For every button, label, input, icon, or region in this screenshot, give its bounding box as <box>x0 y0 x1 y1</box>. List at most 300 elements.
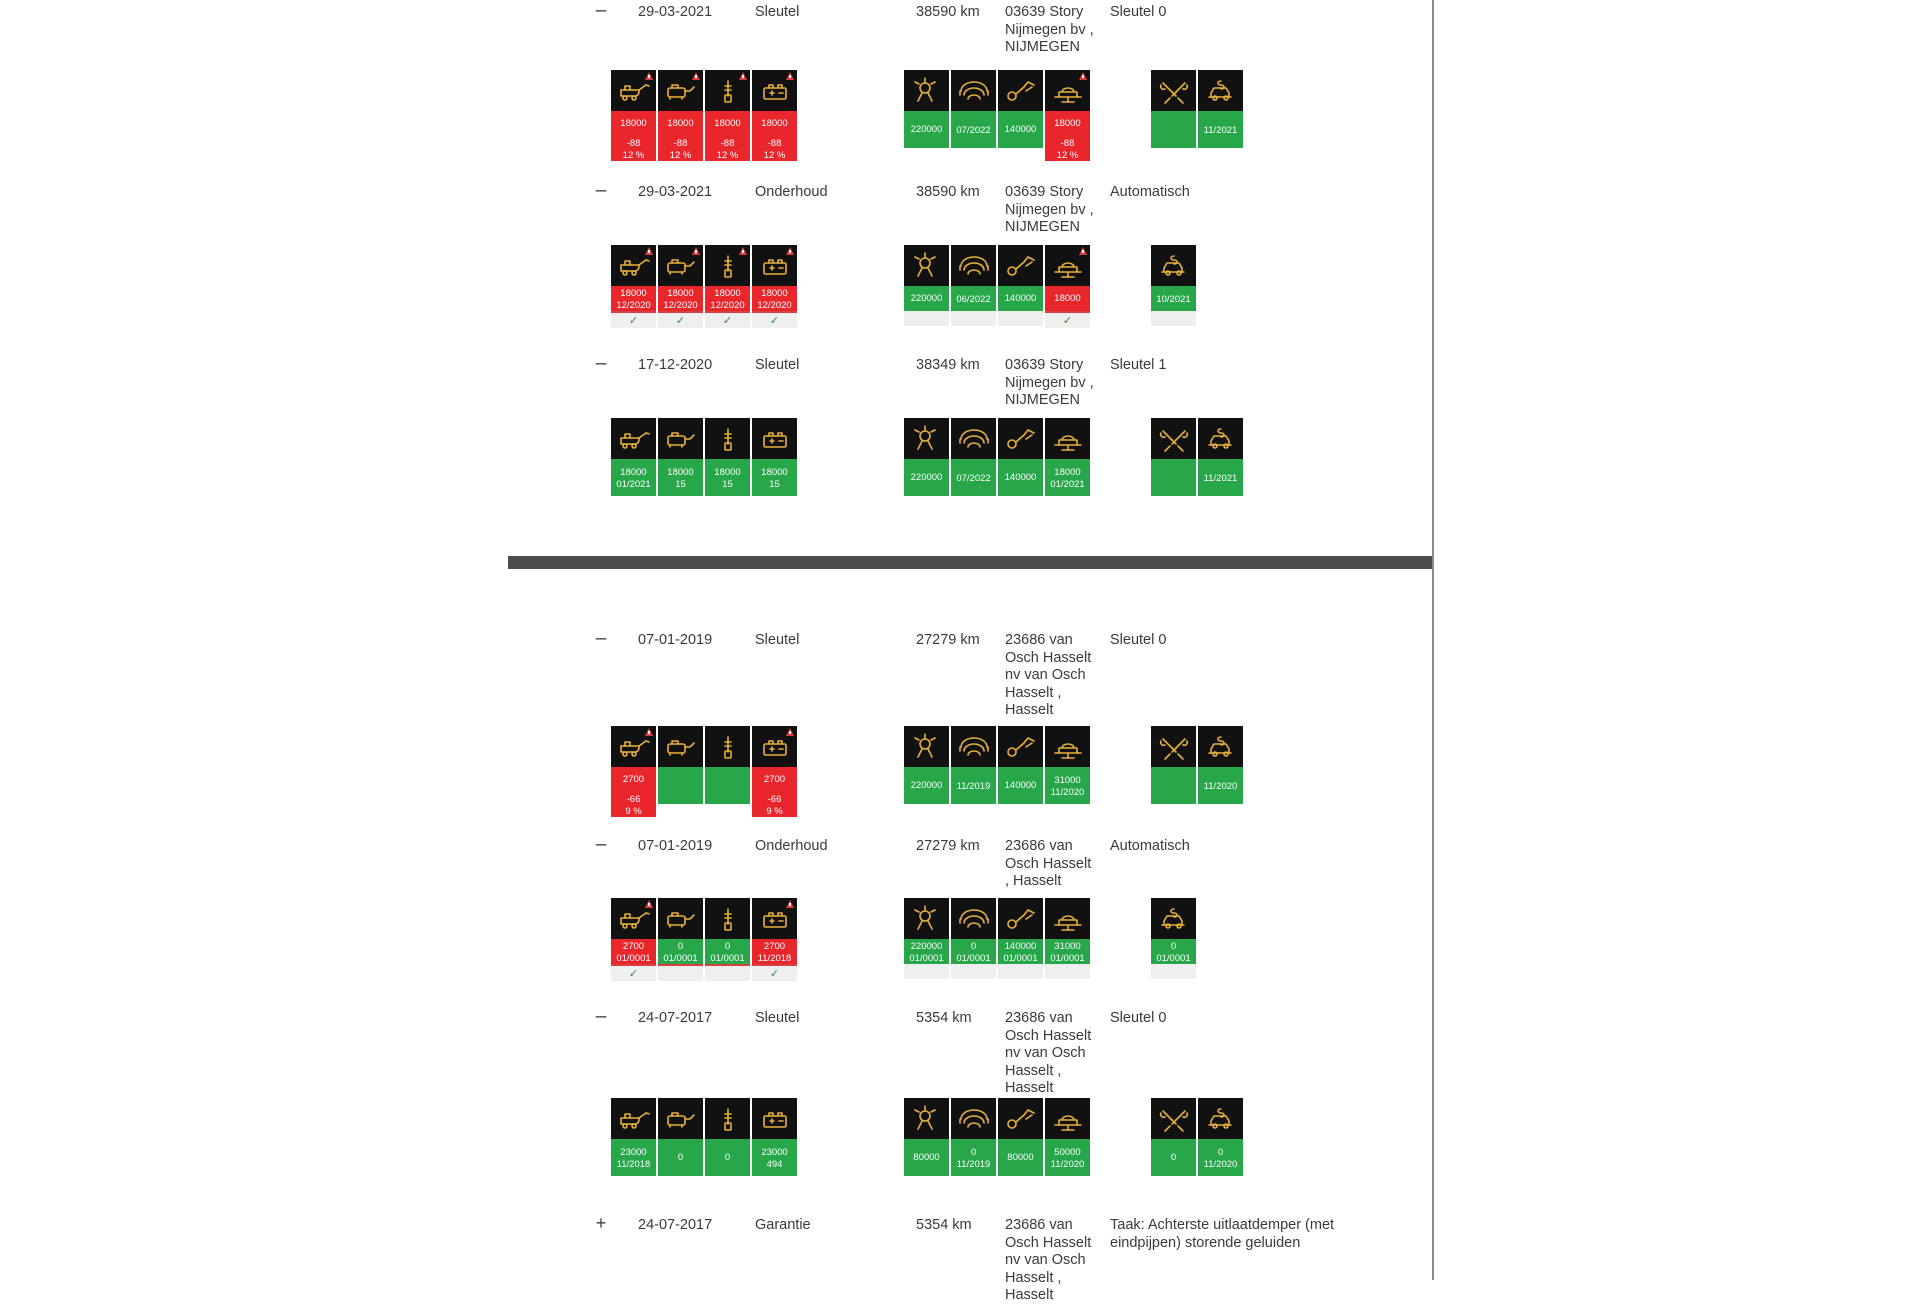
status-tile[interactable] <box>1151 418 1196 496</box>
tile-group-fluids <box>611 418 797 496</box>
status-tile[interactable] <box>658 418 703 496</box>
tile-value-band <box>1151 286 1196 311</box>
status-tile[interactable] <box>611 726 656 817</box>
tile-value-band <box>611 939 656 964</box>
tile-value-band <box>998 939 1043 964</box>
status-tile[interactable] <box>611 1098 656 1176</box>
lift-icon <box>1045 898 1090 939</box>
shock-absorber-icon <box>998 418 1043 459</box>
wrench-cross-icon <box>1151 418 1196 459</box>
tile-value-secondary: 12/2020 <box>663 299 698 311</box>
status-tile[interactable] <box>705 418 750 496</box>
tile-value-primary: 50000 <box>1054 1146 1081 1158</box>
tile-delta-percent: 12 % <box>622 149 645 161</box>
brake-disc-icon <box>951 418 996 459</box>
warning-triangle-icon <box>739 72 747 80</box>
warning-triangle-icon <box>645 247 653 255</box>
tile-group-wear-parts <box>904 418 1090 496</box>
page-vertical-rule <box>1432 0 1434 1280</box>
tile-value-band <box>998 286 1043 311</box>
battery-icon <box>752 245 797 286</box>
oil-can-icon <box>611 898 656 939</box>
warning-triangle-icon <box>1079 72 1087 80</box>
tile-value-secondary: 01/0001 <box>1003 952 1038 964</box>
status-tile[interactable] <box>998 726 1043 804</box>
row-mileage: 27279 km <box>916 838 980 854</box>
status-tile[interactable] <box>658 70 703 161</box>
tile-value-band <box>1198 767 1243 804</box>
warning-triangle-icon <box>786 72 794 80</box>
tile-value-primary: 18000 <box>620 287 647 299</box>
row-mileage: 38590 km <box>916 184 980 200</box>
tile-value-band <box>658 767 703 804</box>
tile-check-icon: ✓ <box>611 311 656 328</box>
status-tile[interactable] <box>1045 726 1090 804</box>
tile-value-band <box>611 459 656 496</box>
tile-delta-band <box>611 136 656 161</box>
tile-group-wear-parts <box>904 726 1090 804</box>
status-tile[interactable] <box>705 70 750 161</box>
tile-delta-value: -66 <box>626 793 641 805</box>
warning-triangle-icon <box>692 72 700 80</box>
tile-value-primary: 18000 <box>714 118 741 129</box>
status-tile[interactable] <box>705 726 750 817</box>
status-tile[interactable] <box>904 245 949 328</box>
oil-filter-icon <box>658 898 703 939</box>
tile-value-band <box>658 459 703 496</box>
tile-value-primary: 18000 <box>1054 118 1081 129</box>
tile-value-primary: 18000 <box>620 466 647 478</box>
row-dealer: 23686 van Osch Hasselt nv van Osch Hasselt , Hasselt <box>1005 1217 1092 1303</box>
tile-value-secondary: 11/2019 <box>956 1158 991 1170</box>
row-toggle-collapse[interactable]: – <box>595 0 607 21</box>
spark-plug-icon <box>904 898 949 939</box>
status-tile[interactable] <box>1151 898 1196 979</box>
status-tile[interactable] <box>611 898 656 981</box>
row-date: 17-12-2020 <box>638 357 713 373</box>
tile-value-secondary: 01/0001 <box>710 952 745 964</box>
car-paragraph-icon <box>1198 70 1243 111</box>
lift-icon <box>1045 1098 1090 1139</box>
tile-value-primary: 0 <box>677 1152 684 1163</box>
status-tile[interactable] <box>1151 1098 1196 1176</box>
tile-value-secondary: 01/0001 <box>1156 952 1191 964</box>
dipstick-icon <box>705 70 750 111</box>
tile-value-primary: 18000 <box>1054 466 1081 478</box>
tile-value-secondary: 11/2020 <box>1203 1158 1238 1170</box>
tile-value-band <box>951 459 996 496</box>
row-dealer: 03639 Story Nijmegen bv , NIJMEGEN <box>1005 4 1094 55</box>
tile-value-band <box>951 767 996 804</box>
oil-can-icon <box>611 1098 656 1139</box>
status-tile[interactable] <box>1151 70 1196 148</box>
tile-group-service <box>1151 898 1196 979</box>
tile-value-primary: 0 <box>1170 940 1177 952</box>
tile-value-primary: 0 <box>677 940 684 952</box>
tile-value-secondary: 15 <box>722 478 733 490</box>
tile-footer-blank <box>1151 964 1196 979</box>
row-date: 24-07-2017 <box>638 1010 713 1026</box>
warning-triangle-icon <box>786 900 794 908</box>
tile-value-band <box>1198 459 1243 496</box>
status-tile[interactable] <box>1198 1098 1243 1176</box>
tile-value-band <box>752 286 797 311</box>
tile-value-band <box>752 1139 797 1176</box>
tile-value-primary: 140000 <box>1004 472 1037 483</box>
row-toggle-collapse[interactable]: – <box>595 353 607 374</box>
status-tile[interactable] <box>951 70 996 161</box>
tile-value-band <box>752 111 797 136</box>
brake-disc-icon <box>951 726 996 767</box>
tile-delta-band <box>658 136 703 161</box>
brake-disc-icon <box>951 898 996 939</box>
tile-value-primary: 0 <box>1170 1152 1177 1163</box>
tile-value-band <box>998 1139 1043 1176</box>
battery-icon <box>752 418 797 459</box>
lift-warn-icon <box>1045 70 1090 111</box>
tile-value-band <box>1151 459 1196 496</box>
tile-value-band <box>705 1139 750 1176</box>
row-toggle-collapse[interactable]: – <box>595 1006 607 1027</box>
row-dealer: 23686 van Osch Hasselt nv van Osch Hasselt , Hasselt <box>1005 1010 1092 1096</box>
tile-value-band <box>658 939 703 964</box>
spark-plug-icon <box>904 726 949 767</box>
tile-value-primary: 0 <box>1217 1146 1224 1158</box>
tile-value-band <box>904 111 949 148</box>
status-tile[interactable] <box>904 1098 949 1176</box>
car-paragraph-icon <box>1151 898 1196 939</box>
spark-plug-icon <box>904 1098 949 1139</box>
status-tile[interactable] <box>611 418 656 496</box>
tile-value-secondary: 494 <box>766 1158 783 1170</box>
tile-value-primary: 18000 <box>667 118 694 129</box>
row-dealer: 03639 Story Nijmegen bv , NIJMEGEN <box>1005 184 1094 235</box>
status-tile[interactable] <box>658 898 703 981</box>
row-note: Sleutel 0 <box>1110 4 1167 20</box>
row-kind: Garantie <box>755 1217 811 1233</box>
tile-value-primary: 2700 <box>763 774 786 785</box>
tile-footer-blank <box>951 311 996 326</box>
tile-value-secondary: 01/2021 <box>616 478 651 490</box>
tile-value-band <box>904 767 949 804</box>
oil-can-icon <box>611 726 656 767</box>
status-tile[interactable] <box>752 726 797 817</box>
tile-value-primary: 18000 <box>714 466 741 478</box>
tile-value-secondary: 11/2018 <box>616 1158 651 1170</box>
tile-value-secondary: 01/0001 <box>956 952 991 964</box>
lift-icon <box>1045 418 1090 459</box>
status-tile[interactable] <box>1045 70 1090 161</box>
tile-check-icon: ✓ <box>658 311 703 328</box>
lift-warn-icon <box>1045 245 1090 286</box>
status-tile[interactable] <box>611 70 656 161</box>
status-tile[interactable] <box>951 1098 996 1176</box>
row-date: 07-01-2019 <box>638 632 713 648</box>
tile-value-primary: 2700 <box>622 940 645 952</box>
tile-group-fluids <box>611 245 797 328</box>
row-mileage: 5354 km <box>916 1217 972 1233</box>
tile-value-primary: 18000 <box>667 466 694 478</box>
status-tile[interactable] <box>998 898 1043 979</box>
tile-value-band <box>904 939 949 964</box>
wrench-cross-icon <box>1151 726 1196 767</box>
status-tile[interactable] <box>752 898 797 981</box>
battery-icon <box>752 726 797 767</box>
tile-value-band <box>658 111 703 136</box>
tile-group-service <box>1151 1098 1243 1176</box>
status-tile[interactable] <box>752 1098 797 1176</box>
tile-value-secondary: 12/2020 <box>616 299 651 311</box>
tile-value-secondary: 07/2022 <box>956 473 991 484</box>
car-paragraph-icon <box>1198 1098 1243 1139</box>
tile-value-secondary: 15 <box>769 478 780 490</box>
status-tile[interactable] <box>904 726 949 804</box>
status-tile[interactable] <box>951 898 996 979</box>
tile-group-wear-parts <box>904 70 1090 161</box>
status-tile[interactable] <box>904 418 949 496</box>
tile-footer-blank <box>951 964 996 979</box>
status-tile[interactable] <box>1045 418 1090 496</box>
tile-check-icon: ✓ <box>752 964 797 981</box>
tile-underline <box>658 964 703 981</box>
status-tile[interactable] <box>1198 418 1243 496</box>
tile-value-primary: 18000 <box>1054 293 1081 304</box>
oil-filter-icon <box>658 70 703 111</box>
warning-triangle-icon <box>645 72 653 80</box>
status-tile[interactable] <box>1045 898 1090 979</box>
tile-value-primary: 18000 <box>761 287 788 299</box>
tile-value-band <box>658 286 703 311</box>
tile-check-icon: ✓ <box>752 311 797 328</box>
row-kind: Sleutel <box>755 1010 800 1026</box>
tile-delta-band <box>705 136 750 161</box>
status-tile[interactable] <box>951 418 996 496</box>
tile-value-secondary: 12/2020 <box>710 299 745 311</box>
row-toggle-collapse[interactable]: – <box>595 628 607 649</box>
tile-footer-blank <box>904 964 949 979</box>
oil-filter-icon <box>658 726 703 767</box>
spark-plug-icon <box>904 418 949 459</box>
row-toggle-expand[interactable]: + <box>595 1213 607 1233</box>
tile-group-wear-parts <box>904 898 1090 979</box>
tile-value-secondary: 06/2022 <box>956 294 991 305</box>
tile-footer-blank <box>998 311 1043 326</box>
tile-value-band <box>1045 939 1090 964</box>
status-tile[interactable] <box>1151 245 1196 326</box>
tile-value-band <box>998 459 1043 496</box>
row-mileage: 38590 km <box>916 4 980 20</box>
row-kind: Sleutel <box>755 632 800 648</box>
status-tile[interactable] <box>752 418 797 496</box>
tile-value-primary: 23000 <box>620 1146 647 1158</box>
shock-absorber-icon <box>998 245 1043 286</box>
tile-delta-band <box>752 136 797 161</box>
tile-value-primary: 80000 <box>913 1152 940 1163</box>
tile-value-band <box>951 1139 996 1176</box>
tile-value-secondary: 11/2020 <box>1050 786 1085 798</box>
row-toggle-collapse[interactable]: – <box>595 180 607 201</box>
status-tile[interactable] <box>1198 70 1243 148</box>
tile-group-wear-parts <box>904 245 1090 328</box>
tile-delta-band <box>1045 136 1090 161</box>
tile-value-primary: 220000 <box>910 940 943 952</box>
row-note: Sleutel 0 <box>1110 632 1167 648</box>
tile-value-primary: 18000 <box>667 287 694 299</box>
tile-delta-value: -66 <box>767 793 782 805</box>
tile-value-secondary: 01/0001 <box>663 952 698 964</box>
warning-triangle-icon <box>692 247 700 255</box>
tile-footer-blank <box>998 964 1043 979</box>
tile-group-service <box>1151 70 1243 148</box>
tile-value-secondary: 12/2020 <box>757 299 792 311</box>
tile-value-band <box>611 1139 656 1176</box>
row-kind: Sleutel <box>755 4 800 20</box>
tile-value-secondary: 11/2018 <box>757 952 792 964</box>
tile-value-band <box>1045 111 1090 136</box>
tile-delta-percent: 12 % <box>763 149 786 161</box>
status-tile[interactable] <box>705 898 750 981</box>
tile-value-secondary: 01/0001 <box>616 952 651 964</box>
status-tile[interactable] <box>705 1098 750 1176</box>
brake-disc-icon <box>951 70 996 111</box>
status-tile[interactable] <box>904 898 949 979</box>
row-toggle-collapse[interactable]: – <box>595 834 607 855</box>
status-tile[interactable] <box>1045 245 1090 328</box>
tile-value-band <box>705 111 750 136</box>
status-tile[interactable] <box>998 418 1043 496</box>
tile-delta-percent: 12 % <box>1056 149 1079 161</box>
status-tile[interactable] <box>998 245 1043 328</box>
tile-value-band <box>611 286 656 311</box>
status-tile[interactable] <box>951 726 996 804</box>
lift-icon <box>1045 726 1090 767</box>
status-tile[interactable] <box>998 70 1043 161</box>
row-kind: Onderhoud <box>755 184 828 200</box>
battery-icon <box>752 70 797 111</box>
tile-footer-blank <box>904 311 949 326</box>
tile-value-band <box>752 767 797 792</box>
tile-value-primary: 0 <box>724 940 731 952</box>
status-tile[interactable] <box>1045 1098 1090 1176</box>
tile-value-secondary: 15 <box>675 478 686 490</box>
tile-value-secondary: 01/0001 <box>1050 952 1085 964</box>
tile-delta-percent: 12 % <box>669 149 692 161</box>
tile-value-band <box>951 286 996 311</box>
tile-value-primary: 140000 <box>1004 293 1037 304</box>
tile-value-band <box>951 939 996 964</box>
tile-value-band <box>1151 111 1196 148</box>
tile-footer-blank <box>1045 964 1090 979</box>
tile-group-wear-parts <box>904 1098 1090 1176</box>
row-dealer: 23686 van Osch Hasselt nv van Osch Hasselt , Hasselt <box>1005 632 1092 718</box>
tile-value-secondary: 01/0001 <box>909 952 944 964</box>
status-tile[interactable] <box>1151 726 1196 804</box>
status-tile[interactable] <box>658 245 703 328</box>
tile-value-band <box>1045 767 1090 804</box>
status-tile[interactable] <box>998 1098 1043 1176</box>
status-tile[interactable] <box>752 70 797 161</box>
tile-group-fluids <box>611 1098 797 1176</box>
tile-value-secondary: 11/2021 <box>1203 125 1238 136</box>
dipstick-icon <box>705 245 750 286</box>
tile-value-band <box>1151 1139 1196 1176</box>
tile-delta-band <box>611 792 656 817</box>
dipstick-icon <box>705 1098 750 1139</box>
tile-value-secondary: 01/2021 <box>1050 478 1085 490</box>
oil-filter-icon <box>658 1098 703 1139</box>
status-tile[interactable] <box>611 245 656 328</box>
tile-value-primary: 80000 <box>1007 1152 1034 1163</box>
tile-value-band <box>1151 767 1196 804</box>
tile-value-primary: 140000 <box>1004 780 1037 791</box>
dipstick-icon <box>705 898 750 939</box>
row-date: 29-03-2021 <box>638 184 713 200</box>
row-date: 29-03-2021 <box>638 4 713 20</box>
tile-value-band <box>904 459 949 496</box>
tile-value-primary: 18000 <box>620 118 647 129</box>
status-tile[interactable] <box>904 70 949 161</box>
spark-plug-icon <box>904 70 949 111</box>
tile-value-secondary: 11/2019 <box>956 781 991 792</box>
warning-triangle-icon <box>1079 247 1087 255</box>
oil-can-icon <box>611 70 656 111</box>
tile-value-primary: 220000 <box>910 124 943 135</box>
tile-value-band <box>705 939 750 964</box>
tile-value-band <box>998 767 1043 804</box>
tile-value-band <box>752 459 797 496</box>
tile-value-secondary: 11/2021 <box>1203 473 1238 484</box>
row-date: 07-01-2019 <box>638 838 713 854</box>
row-kind: Onderhoud <box>755 838 828 854</box>
shock-absorber-icon <box>998 726 1043 767</box>
tile-group-fluids <box>611 898 797 981</box>
tile-value-band <box>705 286 750 311</box>
tile-value-band <box>1045 1139 1090 1176</box>
tile-value-primary: 31000 <box>1054 940 1081 952</box>
shock-absorber-icon <box>998 1098 1043 1139</box>
warning-triangle-icon <box>739 247 747 255</box>
wrench-cross-icon <box>1151 1098 1196 1139</box>
tile-value-primary: 31000 <box>1054 774 1081 786</box>
status-tile[interactable] <box>658 1098 703 1176</box>
tile-value-primary: 18000 <box>761 466 788 478</box>
battery-icon <box>752 1098 797 1139</box>
tile-group-fluids <box>611 726 797 817</box>
status-tile[interactable] <box>705 245 750 328</box>
tile-value-band <box>951 111 996 148</box>
oil-filter-icon <box>658 418 703 459</box>
status-tile[interactable] <box>752 245 797 328</box>
tile-value-primary: 2700 <box>763 940 786 952</box>
status-tile[interactable] <box>1198 726 1243 804</box>
tile-value-band <box>1151 939 1196 964</box>
row-mileage: 5354 km <box>916 1010 972 1026</box>
tile-value-primary: 140000 <box>1004 940 1037 952</box>
tile-value-primary: 140000 <box>1004 124 1037 135</box>
warning-triangle-icon <box>786 728 794 736</box>
tile-footer-blank <box>1151 311 1196 326</box>
warning-triangle-icon <box>786 247 794 255</box>
tile-value-secondary: 11/2020 <box>1050 1158 1085 1170</box>
tile-group-fluids <box>611 70 797 161</box>
status-tile[interactable] <box>951 245 996 328</box>
tile-value-band <box>904 286 949 311</box>
oil-can-icon <box>611 245 656 286</box>
section-separator <box>508 556 1432 569</box>
status-tile[interactable] <box>658 726 703 817</box>
tile-value-primary: 23000 <box>761 1146 788 1158</box>
row-note: Taak: Achterste uitlaatdemper (met eindpijpen) storende geluiden <box>1110 1217 1335 1251</box>
